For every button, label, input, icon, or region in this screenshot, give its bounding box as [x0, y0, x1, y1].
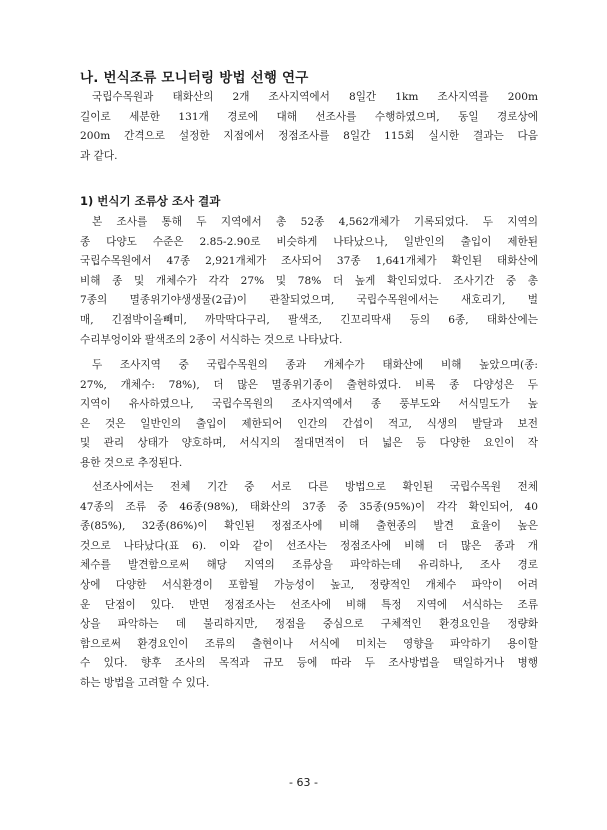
intro-paragraph	[80, 88, 538, 166]
paragraph-line: 47종의 조류 중 46종(98%), 태화산의 37종 중 35종(95%)이 각각 확인되어, 40	[80, 500, 538, 513]
paragraph-line: 27%, 개체수: 78%), 더 많은 멸종위기종이 출현하였다. 비록 종 다양성은 두	[80, 378, 538, 391]
paragraph-line: 상에 다양한 서식환경이 포함될 가능성이 높고, 정량적인 개체수 파악이 어려	[80, 578, 538, 591]
paragraph-1	[80, 213, 538, 350]
paragraph-line: 용한 것으로 추정된다.	[80, 456, 183, 469]
paragraph-line: 7종의 멸종위기야생생물(2급)이 관찰되었으며, 국립수목원에서는 새호리기, 벌	[80, 294, 538, 307]
paragraph-line: 체수를 발견함으로써 해당 지역의 조류상을 파악하는데 유리하나, 조사 경로	[80, 559, 538, 572]
paragraph-line: 것으로 나타났다(표 6). 이와 같이 선조사는 정점조사에 비해 더 많은 종과 개	[80, 539, 538, 552]
paragraph-line: 운 단점이 있다. 반면 정점조사는 선조사에 비해 특정 지역에 서식하는 조류	[80, 598, 538, 611]
paragraph-line: 및 관리 상태가 양호하며, 서식지의 절대면적이 더 넓은 등 다양한 요인이 작	[80, 437, 538, 450]
paragraph-line: 함으로써 환경요인이 조류의 출현이나 서식에 미치는 영향을 파악하기 용이할	[80, 637, 538, 650]
paragraph-line: 매, 긴점박이올빼미, 까막딱다구리, 팔색조, 긴꼬리딱새 등의 6종, 태화산에는	[80, 313, 538, 326]
paragraph-line: 종 다양도 수준은 2.85-2.90로 비슷하게 나타났으나, 일반인의 출입이 제한된	[80, 235, 538, 248]
paragraph-line: 선조사에서는 전체 기간 중 서로 다른 방법으로 확인된 국립수목원 전체	[92, 481, 538, 493]
paragraph-3	[80, 478, 538, 694]
intro-line: 국립수목원과 태화산의 2개 조사지역에서 8일간 1km 조사지역를 200m	[92, 91, 538, 103]
section-heading-block	[80, 66, 538, 86]
paragraph-line: 지역이 유사하였으나, 국립수목원의 조사지역에서 종 풍부도와 서식밀도가 높	[80, 398, 538, 411]
intro-line: 과 같다.	[80, 149, 118, 162]
paragraph-line: 국립수목원에서 47종 2,921개체가 조사되어 37종 1,641개체가 확인된 태화산에	[80, 255, 538, 268]
page-number: - 63 -	[289, 776, 318, 789]
intro-line: 200m 간격으로 설정한 지점에서 정점조사를 8일간 115회 실시한 결과는 다음	[80, 130, 538, 143]
paragraph-line: 두 조사지역 중 국립수목원의 종과 개체수가 태화산에 비해 높았으며(종:	[92, 359, 538, 371]
paragraph-line: 종(85%), 32종(86%)이 확인된 정점조사에 비해 출현종의 발견 효율이 높은	[80, 520, 538, 533]
paragraph-line: 하는 방법을 고려할 수 있다.	[80, 676, 210, 689]
paragraph-line: 수리부엉이와 팔색조의 2종이 서식하는 것으로 나타났다.	[80, 333, 343, 346]
paragraph-line: 수 있다. 향후 조사의 목적과 규모 등에 따라 두 조사방법을 택일하거나 병행	[80, 657, 538, 670]
section-title: 나. 번식조류 모니터링 방법 선행 연구	[80, 70, 309, 86]
subsection-title: 1) 번식기 조류상 조사 결과	[80, 194, 221, 208]
subsection-heading-block	[80, 193, 538, 209]
paragraph-line: 상을 파악하는 데 불리하지만, 정점을 중심으로 구체적인 환경요인을 정량화	[80, 618, 538, 631]
paragraph-2	[80, 356, 538, 474]
paragraph-line: 은 것은 일반인의 출입이 제한되어 인간의 간섭이 적고, 식생의 발달과 보전	[80, 417, 538, 430]
paragraph-line: 본 조사를 통해 두 지역에서 총 52종 4,562개체가 기록되었다. 두 지역의	[92, 216, 538, 228]
paragraph-line: 비해 종 및 개체수가 각각 27% 및 78% 더 높게 확인되었다. 조사기간 중 총	[80, 274, 538, 287]
intro-line: 길이로 세분한 131개 경로에 대해 선조사를 수행하였으며, 동일 경로상에	[80, 110, 538, 123]
